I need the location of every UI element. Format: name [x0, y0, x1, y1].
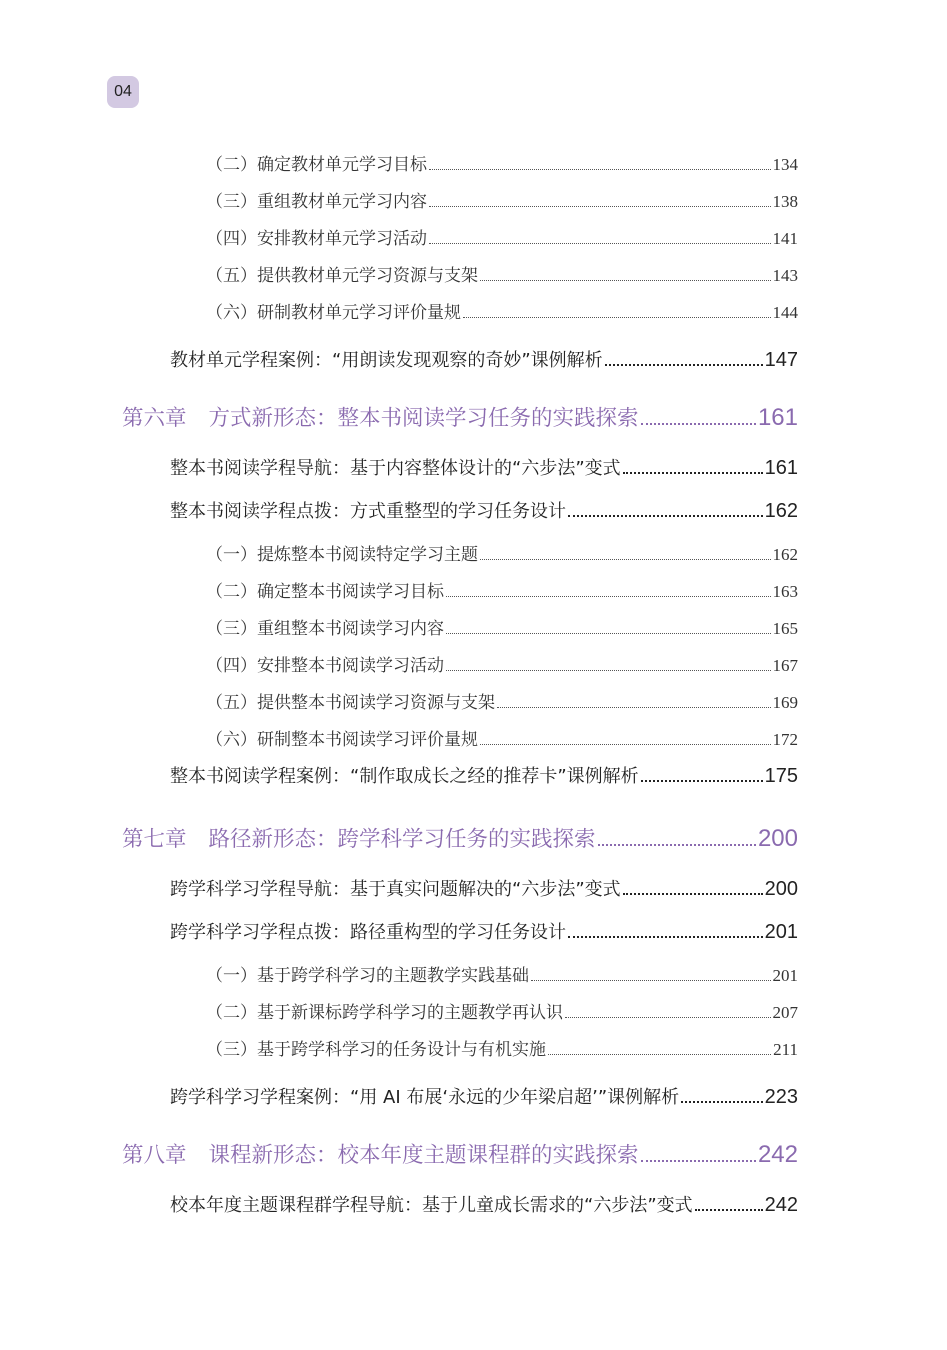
entry-title: （一）基于跨学科学习的主题教学实践基础: [206, 966, 529, 986]
entry-title: （六）研制教材单元学习评价量规: [206, 303, 461, 323]
entry-page-number: 207: [772, 1003, 798, 1022]
entry-page-number: 161: [757, 404, 798, 431]
page-number-badge: 04: [107, 76, 139, 108]
toc-section-entry: [206, 998, 798, 1023]
entry-page-number: 175: [764, 765, 798, 787]
entry-title: 整本书阅读学程导航：基于内容整体设计的“六步法”变式: [170, 458, 621, 479]
dot-leader: [446, 669, 771, 671]
entry-title: （二）确定整本书阅读学习目标: [206, 582, 444, 602]
toc-section-entry: [206, 577, 798, 602]
dot-leader: [531, 979, 771, 981]
entry-title: （一）提炼整本书阅读特定学习主题: [206, 545, 478, 565]
dot-leader: [463, 316, 771, 318]
entry-title: （五）提供整本书阅读学习资源与支架: [206, 693, 495, 713]
entry-page-number: 167: [772, 656, 798, 675]
dot-leader: [605, 363, 763, 366]
dot-leader: [623, 892, 763, 895]
dot-leader: [548, 1053, 771, 1055]
toc-section-entry: [206, 688, 798, 713]
entry-title: （三）基于跨学科学习的任务设计与有机实施: [206, 1040, 546, 1060]
dot-leader: [480, 558, 771, 560]
dot-leader: [446, 595, 771, 597]
toc-subsection-entry: [170, 454, 798, 480]
dot-leader: [446, 632, 771, 634]
entry-page-number: 163: [772, 582, 798, 601]
dot-leader: [568, 514, 763, 517]
entry-title: 跨学科学习学程案例：“用 AI 布展‘永远的少年梁启超’”课例解析: [170, 1087, 680, 1108]
entry-title: 跨学科学习学程点拨：路径重构型的学习任务设计: [170, 922, 566, 943]
toc-section-entry: [206, 725, 798, 750]
entry-page-number: 201: [764, 921, 798, 943]
entry-page-number: 143: [772, 266, 798, 285]
toc-section-entry: [206, 1035, 798, 1060]
entry-page-number: 169: [772, 693, 798, 712]
entry-page-number: 161: [764, 457, 798, 479]
dot-leader: [429, 242, 771, 244]
entry-title: （六）研制整本书阅读学习评价量规: [206, 730, 478, 750]
entry-title: （二）基于新课标跨学科学习的主题教学再认识: [206, 1003, 563, 1023]
entry-title: 校本年度主题课程群学程导航：基于儿童成长需求的“六步法”变式: [170, 1195, 693, 1216]
toc-section-entry: [206, 224, 798, 249]
toc-section-entry: [206, 540, 798, 565]
toc-subsection-entry: [170, 1083, 798, 1109]
chapter-number: 第七章: [122, 827, 187, 852]
entry-title: （三）重组教材单元学习内容: [206, 192, 427, 212]
entry-title: 整本书阅读学程点拨：方式重整型的学习任务设计: [170, 501, 566, 522]
dot-leader: [429, 168, 771, 170]
toc-chapter-entry: [122, 822, 798, 853]
entry-title: 教材单元学程案例：“用朗读发现观察的奇妙”课例解析: [170, 350, 603, 371]
entry-page-number: 144: [772, 303, 798, 322]
dot-leader: [623, 471, 763, 474]
toc-chapter-entry: [122, 1138, 798, 1169]
chapter-number: 第六章: [122, 406, 187, 431]
toc-subsection-entry: [170, 497, 798, 523]
toc-section-entry: [206, 187, 798, 212]
toc-section-entry: [206, 298, 798, 323]
entry-title: （四）安排整本书阅读学习活动: [206, 656, 444, 676]
dot-leader: [480, 279, 771, 281]
toc-subsection-entry: [170, 1191, 798, 1217]
entry-title: 跨学科学习学程导航：基于真实问题解决的“六步法”变式: [170, 879, 621, 900]
chapter-title: 课程新形态：校本年度主题课程群的实践探索: [208, 1143, 639, 1168]
toc-subsection-entry: [170, 918, 798, 944]
entry-page-number: 172: [772, 730, 798, 749]
chapter-number: 第八章: [122, 1143, 187, 1168]
toc-section-entry: [206, 150, 798, 175]
entry-page-number: 162: [764, 500, 798, 522]
dot-leader: [565, 1016, 771, 1018]
chapter-title: 方式新形态：整本书阅读学习任务的实践探索: [208, 406, 639, 431]
entry-title: （三）重组整本书阅读学习内容: [206, 619, 444, 639]
entry-title: 整本书阅读学程案例：“制作取成长之经的推荐卡”课例解析: [170, 766, 639, 787]
entry-page-number: 200: [757, 825, 798, 852]
entry-page-number: 242: [764, 1194, 798, 1216]
dot-leader: [641, 1159, 756, 1162]
toc-subsection-entry: [170, 762, 798, 788]
entry-page-number: 147: [764, 349, 798, 371]
entry-page-number: 201: [772, 966, 798, 985]
entry-page-number: 165: [772, 619, 798, 638]
entry-page-number: 162: [772, 545, 798, 564]
dot-leader: [598, 843, 756, 846]
toc-section-entry: [206, 961, 798, 986]
entry-page-number: 223: [764, 1086, 798, 1108]
toc-subsection-entry: [170, 875, 798, 901]
toc-subsection-entry: [170, 346, 798, 372]
chapter-title: 路径新形态：跨学科学习任务的实践探索: [208, 827, 596, 852]
entry-title: （五）提供教材单元学习资源与支架: [206, 266, 478, 286]
dot-leader: [497, 706, 771, 708]
dot-leader: [641, 422, 756, 425]
entry-title: （二）确定教材单元学习目标: [206, 155, 427, 175]
dot-leader: [480, 743, 771, 745]
toc-section-entry: [206, 261, 798, 286]
toc-section-entry: [206, 651, 798, 676]
dot-leader: [641, 779, 763, 782]
dot-leader: [681, 1100, 762, 1103]
dot-leader: [695, 1208, 763, 1211]
entry-page-number: 211: [773, 1040, 798, 1059]
entry-page-number: 200: [764, 878, 798, 900]
entry-page-number: 242: [757, 1141, 798, 1168]
entry-page-number: 134: [772, 155, 798, 174]
dot-leader: [568, 935, 763, 938]
dot-leader: [429, 205, 771, 207]
entry-page-number: 138: [772, 192, 798, 211]
entry-page-number: 141: [772, 229, 798, 248]
entry-title: （四）安排教材单元学习活动: [206, 229, 427, 249]
toc-section-entry: [206, 614, 798, 639]
toc-chapter-entry: [122, 401, 798, 432]
